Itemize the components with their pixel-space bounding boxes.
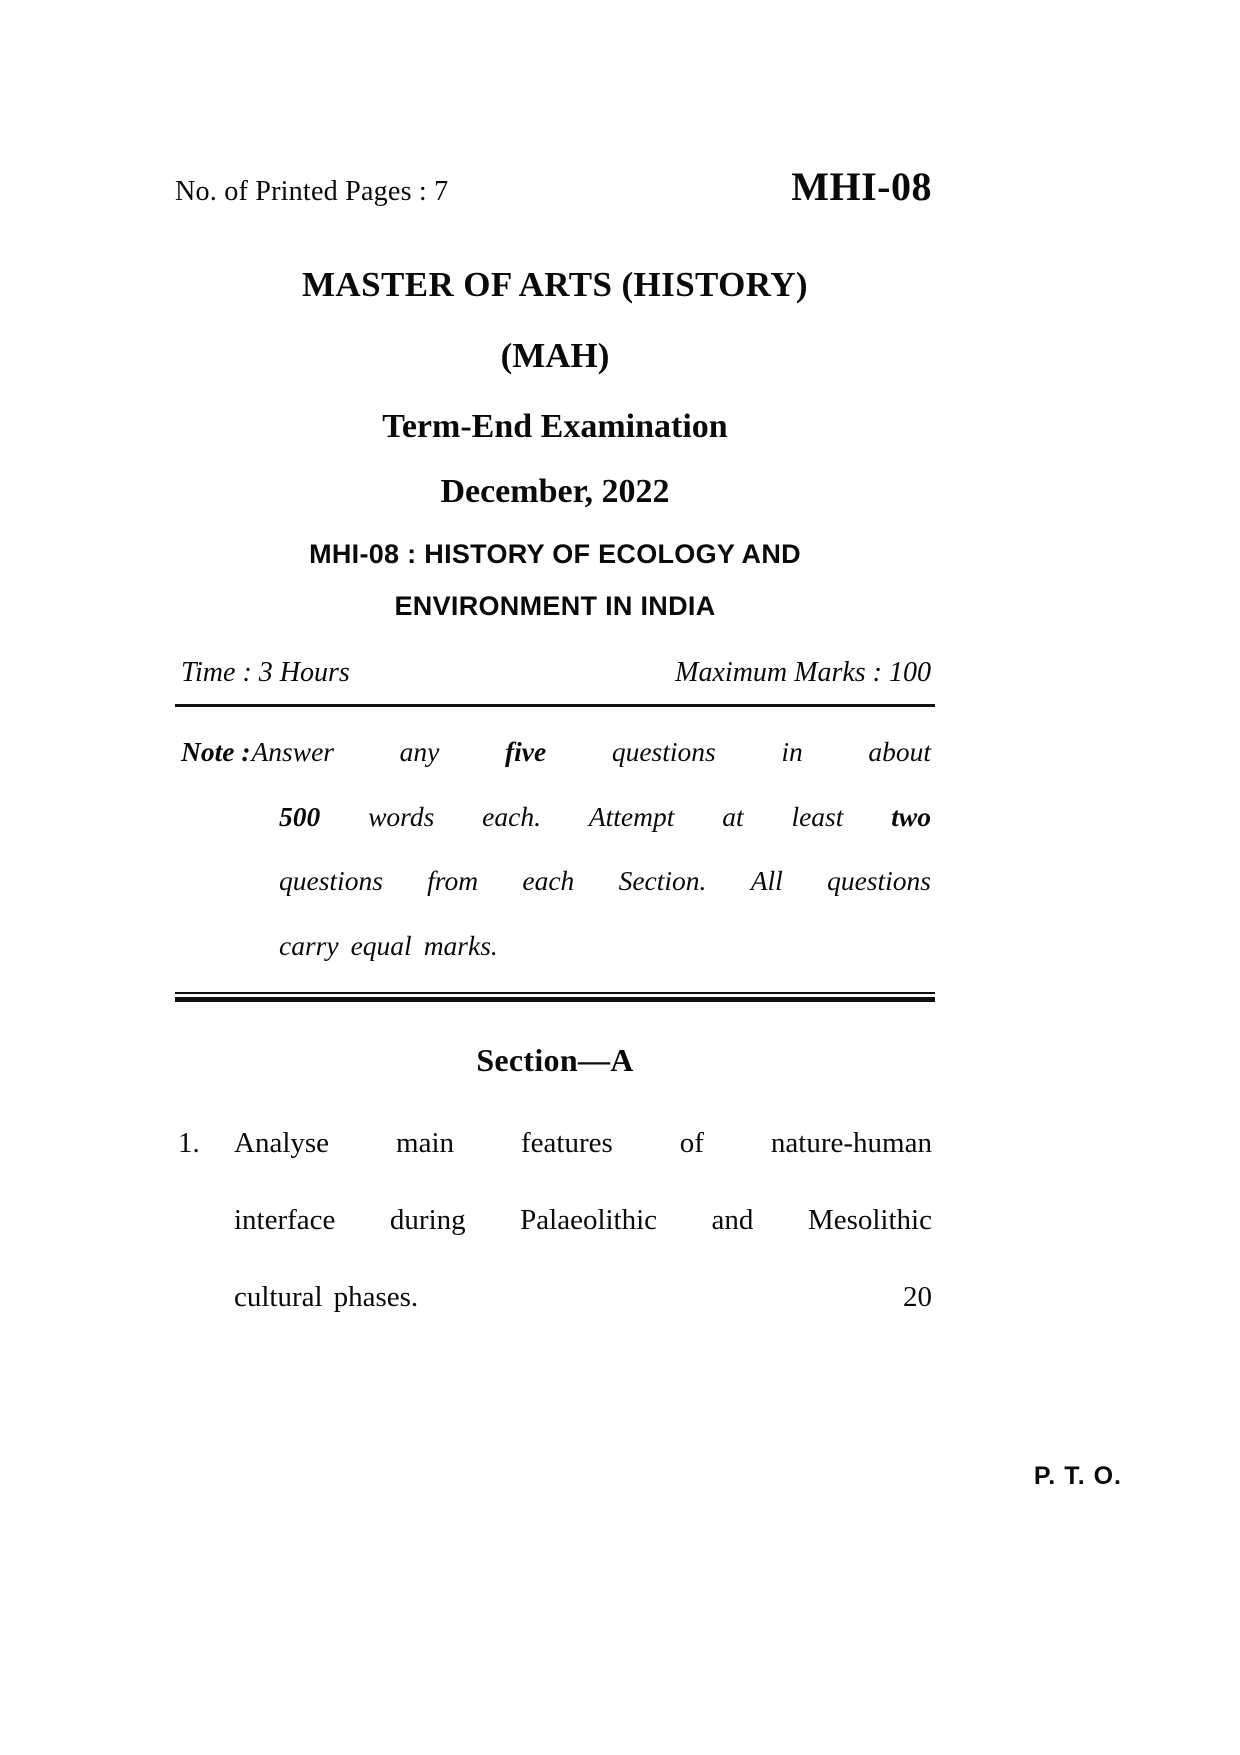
question-word: and [711,1204,754,1236]
note-word: at [722,800,744,832]
note-word: questions [611,736,716,767]
question-word: phases. [333,1281,419,1313]
page-header [175,163,935,215]
note-word: each [522,865,575,896]
note-word: words [368,800,435,832]
question-word: cultural [234,1281,323,1313]
exam-maximum-marks: Maximum Marks : 100 [675,657,931,688]
note-line-4-text [279,929,935,961]
note-word: in [781,736,803,767]
note-word: Section. [618,865,707,896]
note-line-3-text [279,867,935,895]
question-word: during [389,1204,466,1236]
note-word: Attempt [588,800,675,832]
exam-info-row [175,657,935,689]
exam-session: December, 2022 [440,473,670,510]
program-abbreviation: (MAH) [500,336,610,375]
question-word: main [396,1127,455,1159]
note-word: All [750,865,783,896]
note-word: least [791,800,844,832]
question-line-2 [234,1206,935,1235]
question-item [175,1129,935,1312]
note-block [175,738,935,959]
question-word: Mesolithic [807,1204,932,1236]
note-word: each. [482,800,541,832]
exam-type: Term-End Examination [382,408,728,445]
question-word: interface [234,1204,336,1236]
note-line-1 [175,738,935,766]
note-line-3 [175,867,935,895]
printed-pages-label: No. of Printed Pages : 7 [175,175,449,207]
question-line-3 [234,1283,935,1312]
note-word: equal [350,929,412,961]
note-word: Answer [251,736,334,767]
question-number: 1. [178,1127,200,1159]
question-marks: 20 [903,1281,932,1313]
note-word: marks. [423,929,498,961]
header-divider [175,704,935,707]
subject-title [175,541,935,620]
question-word: features [521,1127,613,1159]
page-content [175,0,935,1312]
exam-duration: Time : 3 Hours [181,657,350,688]
note-word: about [868,736,931,767]
question-word: Analyse [234,1127,330,1159]
note-word: from [427,865,479,896]
note-line-2 [175,800,935,832]
section-heading: Section—A [476,1042,634,1078]
note-word-emphasis: 500 [279,800,321,832]
note-label: Note : [181,736,251,767]
question-word: of [679,1127,704,1159]
question-line-1 [234,1129,935,1158]
question-word: nature-human [770,1127,932,1159]
question-body [234,1129,935,1312]
note-word: questions [279,865,383,896]
note-divider [175,992,935,1002]
note-line-1-text [252,738,936,766]
subject-title-line-2: ENVIRONMENT IN INDIA [394,591,716,621]
note-line-4 [175,929,935,961]
program-title: MASTER OF ARTS (HISTORY) [302,265,808,304]
note-word: any [399,736,440,767]
note-word: carry [279,929,339,961]
note-word-emphasis: five [504,736,547,767]
question-word: Palaeolithic [520,1204,658,1236]
note-word-emphasis: two [891,800,931,832]
question-line-3-text [234,1283,429,1312]
subject-title-line-1: MHI-08 : HISTORY OF ECOLOGY AND [309,539,801,569]
course-code: MHI-08 [791,164,932,209]
note-word: questions [827,865,931,896]
page-turn-over-label: P. T. O. [1033,1462,1122,1490]
note-line-2-text [279,800,935,832]
